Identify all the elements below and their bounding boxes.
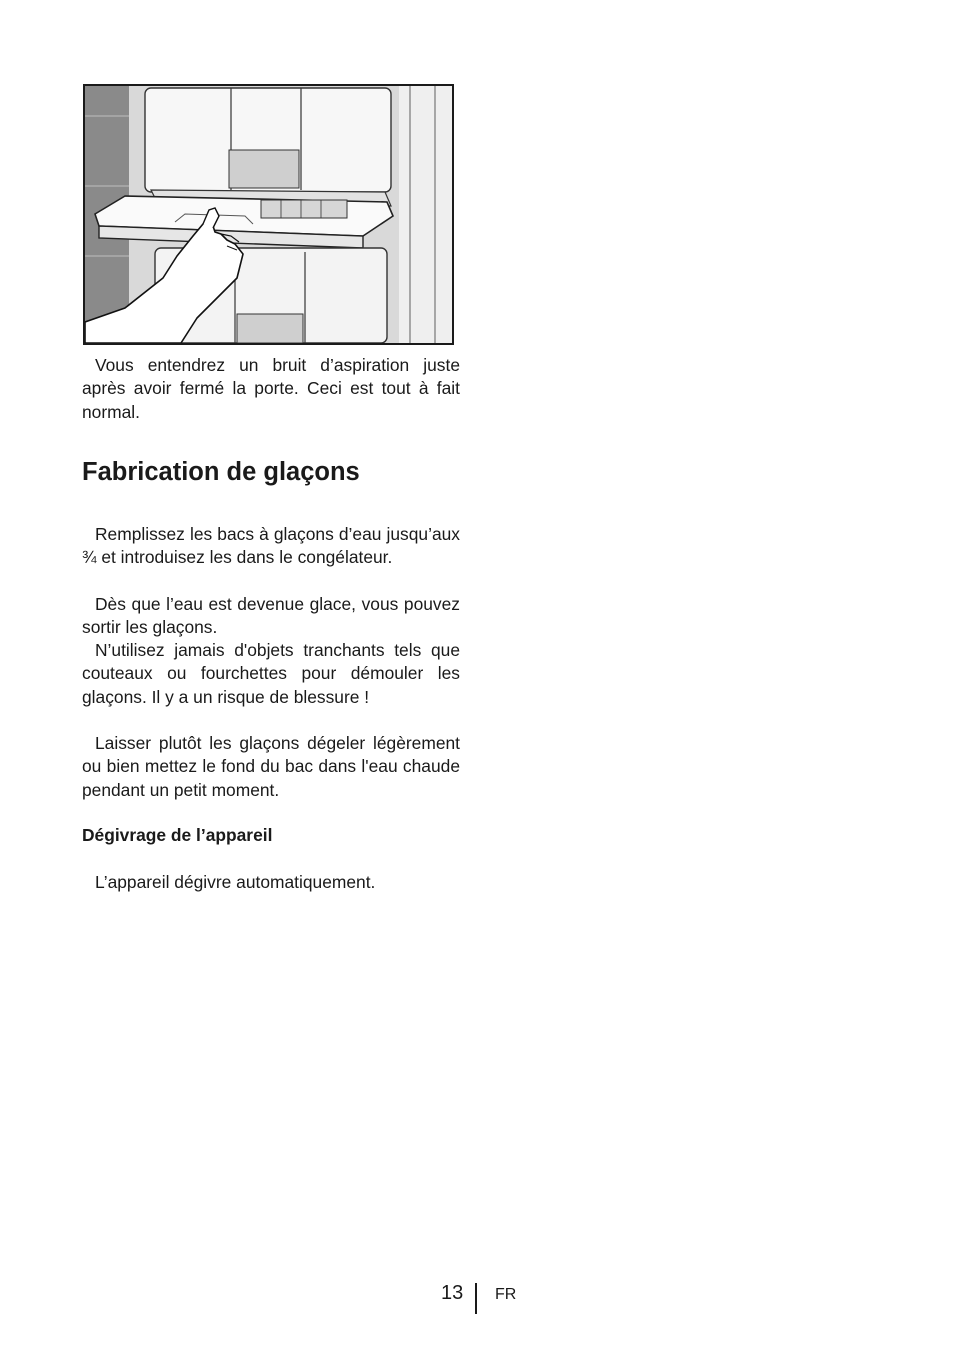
- paragraph-remove-ice: Dès que l’eau est devenue glace, vous pouvez sortir les glaçons.: [82, 594, 460, 638]
- paragraph-warning-sharp-objects: N’utilisez jamais d'objets tranchants tels que couteaux ou fourchettes pour démouler les glaçons. Il y a un risque de blessure !: [82, 640, 460, 707]
- hand-opening-freezer-drawer-icon: [85, 86, 452, 343]
- paragraph-defrost: L’appareil dégivre automatiquement.: [95, 872, 376, 892]
- freezer-illustration: [83, 84, 454, 345]
- paragraph-fill-trays: Remplissez les bacs à glaçons d’eau jusqu’aux ¾ et introduisez les dans le congélateur.: [82, 524, 460, 568]
- section-title: Fabrication de glaçons: [82, 458, 360, 486]
- footer-divider: [475, 1283, 477, 1314]
- intro-paragraph: Vous entendrez un bruit d’aspiration juste après avoir fermé la porte. Ceci est tout à fait normal.: [82, 355, 460, 422]
- page-number: 13: [441, 1282, 464, 1304]
- paragraph-thaw-tip: Laisser plutôt les glaçons dégeler légèrement ou bien mettez le fond du bac dans l'eau chaude pendant un petit moment.: [82, 733, 460, 800]
- language-code: FR: [495, 1286, 517, 1303]
- subsection-title: Dégivrage de l’appareil: [82, 825, 273, 845]
